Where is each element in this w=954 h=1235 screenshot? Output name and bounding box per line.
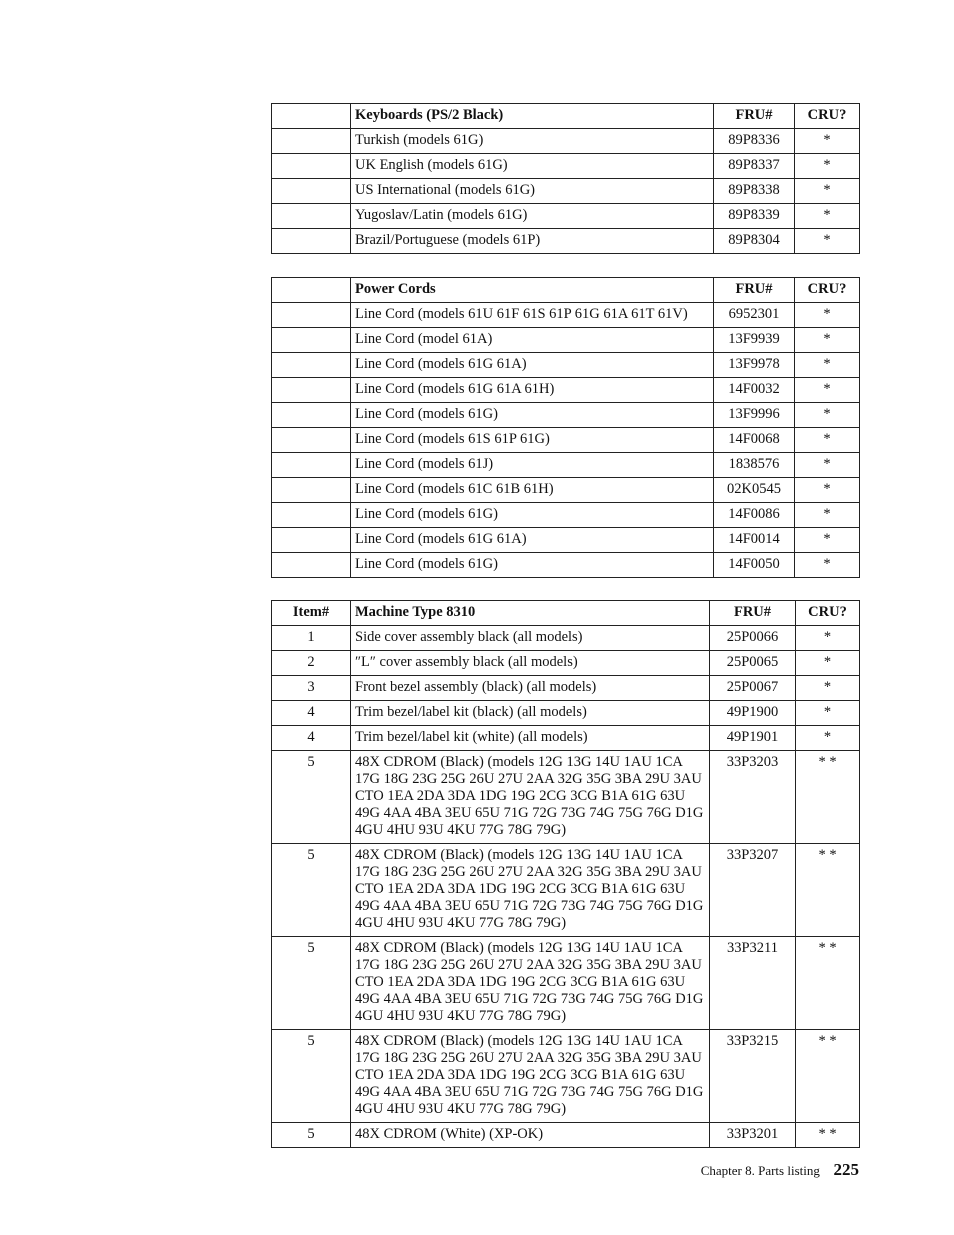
description-cell: US International (models 61G) [351, 179, 714, 204]
description-cell: UK English (models 61G) [351, 154, 714, 179]
fru-cell: 33P3203 [710, 751, 796, 844]
description-cell: Line Cord (models 61C 61B 61H) [351, 478, 714, 503]
item-cell [272, 478, 351, 503]
keyboards-table [271, 103, 860, 254]
description-cell: Line Cord (models 61G) [351, 503, 714, 528]
table-header-row [272, 278, 860, 303]
cru-cell: * * [796, 844, 860, 937]
fru-cell: 13F9996 [714, 403, 795, 428]
cru-cell: * [795, 154, 860, 179]
description-cell: Line Cord (models 61G) [351, 403, 714, 428]
fru-cell: 89P8338 [714, 179, 795, 204]
cru-cell: * [795, 129, 860, 154]
cru-cell: * [795, 528, 860, 553]
fru-cell: 33P3215 [710, 1030, 796, 1123]
fru-cell: 14F0014 [714, 528, 795, 553]
fru-cell: 49P1900 [710, 701, 796, 726]
fru-cell: 89P8337 [714, 154, 795, 179]
table-row [272, 303, 860, 328]
fru-cell: 25P0067 [710, 676, 796, 701]
table-row [272, 626, 860, 651]
cru-column-header: CRU? [795, 278, 860, 303]
fru-cell: 33P3201 [710, 1123, 796, 1148]
table-row [272, 701, 860, 726]
table-row [272, 229, 860, 254]
description-cell: Brazil/Portuguese (models 61P) [351, 229, 714, 254]
fru-cell: 89P8339 [714, 204, 795, 229]
table-row [272, 1030, 860, 1123]
description-cell: Line Cord (models 61G 61A) [351, 528, 714, 553]
fru-cell: 33P3207 [710, 844, 796, 937]
fru-cell: 14F0086 [714, 503, 795, 528]
table-row [272, 844, 860, 937]
cru-cell: * [795, 303, 860, 328]
cru-column-header: CRU? [796, 601, 860, 626]
cru-cell: * [795, 353, 860, 378]
table-header-row [272, 601, 860, 626]
fru-cell: 25P0066 [710, 626, 796, 651]
description-cell: Line Cord (models 61G 61A) [351, 353, 714, 378]
item-cell: 4 [272, 701, 351, 726]
fru-cell: 13F9939 [714, 328, 795, 353]
table-row [272, 751, 860, 844]
table-row [272, 503, 860, 528]
description-column-header: Power Cords [351, 278, 714, 303]
fru-cell: 89P8336 [714, 129, 795, 154]
table-row [272, 651, 860, 676]
fru-column-header: FRU# [714, 104, 795, 129]
table-row [272, 937, 860, 1030]
table-row [272, 1123, 860, 1148]
cru-cell: * [795, 328, 860, 353]
item-cell [272, 528, 351, 553]
fru-cell: 33P3211 [710, 937, 796, 1030]
cru-cell: * [795, 478, 860, 503]
item-column-header [272, 278, 351, 303]
fru-cell: 14F0032 [714, 378, 795, 403]
description-cell: Front bezel assembly (black) (all models) [351, 676, 710, 701]
item-cell [272, 328, 351, 353]
description-column-header: Machine Type 8310 [351, 601, 710, 626]
item-cell: 5 [272, 1030, 351, 1123]
item-cell [272, 503, 351, 528]
description-cell: Trim bezel/label kit (white) (all models) [351, 726, 710, 751]
item-cell [272, 303, 351, 328]
power-cords-table [271, 277, 860, 578]
description-cell: Line Cord (models 61U 61F 61S 61P 61G 61A 61T 61V) [351, 303, 714, 328]
table-row [272, 353, 860, 378]
table-row [272, 179, 860, 204]
description-cell: Yugoslav/Latin (models 61G) [351, 204, 714, 229]
description-cell: Trim bezel/label kit (black) (all models) [351, 701, 710, 726]
item-column-header: Item# [272, 601, 351, 626]
chapter-title: Chapter 8. Parts listing [700, 1163, 820, 1178]
description-cell: Turkish (models 61G) [351, 129, 714, 154]
item-cell [272, 353, 351, 378]
item-cell [272, 403, 351, 428]
description-cell: Side cover assembly black (all models) [351, 626, 710, 651]
item-cell: 1 [272, 626, 351, 651]
item-cell: 5 [272, 751, 351, 844]
description-cell: Line Cord (models 61G 61A 61H) [351, 378, 714, 403]
cru-cell: * [795, 204, 860, 229]
page-footer [701, 1160, 859, 1180]
item-cell [272, 179, 351, 204]
item-cell [272, 154, 351, 179]
cru-cell: * [795, 453, 860, 478]
cru-cell: * * [796, 1030, 860, 1123]
item-cell: 2 [272, 651, 351, 676]
item-column-header [272, 104, 351, 129]
fru-cell: 14F0068 [714, 428, 795, 453]
item-cell [272, 453, 351, 478]
description-cell: Line Cord (models 61S 61P 61G) [351, 428, 714, 453]
item-cell: 5 [272, 1123, 351, 1148]
cru-column-header: CRU? [795, 104, 860, 129]
table-row [272, 378, 860, 403]
table-row [272, 204, 860, 229]
description-cell: 48X CDROM (Black) (models 12G 13G 14U 1AU 1CA 17G 18G 23G 25G 26U 27U 2AA 32G 35G 3BA 29U 3AU CTO 1EA 2DA 3DA 1DG 19G 2CG 3CG B1A 61G 63U 49G 4AA 4BA 3EU 65U 71G 72G 73G 74G 75G 76G D1G 4GU 4HU 93U 4KU 77G 78G 79G) [351, 937, 710, 1030]
fru-cell: 89P8304 [714, 229, 795, 254]
fru-cell: 1838576 [714, 453, 795, 478]
cru-cell: * [796, 701, 860, 726]
description-cell: ″L″ cover assembly black (all models) [351, 651, 710, 676]
cru-cell: * [795, 403, 860, 428]
cru-cell: * * [796, 751, 860, 844]
cru-cell: * [795, 229, 860, 254]
table-header-row [272, 104, 860, 129]
machine-type-table [271, 600, 860, 1148]
fru-column-header: FRU# [714, 278, 795, 303]
cru-cell: * [796, 626, 860, 651]
page-number: 225 [833, 1160, 859, 1179]
table-row [272, 553, 860, 578]
item-cell: 5 [272, 844, 351, 937]
cru-cell: * [795, 428, 860, 453]
description-cell: 48X CDROM (White) (XP-OK) [351, 1123, 710, 1148]
table-row [272, 403, 860, 428]
fru-cell: 13F9978 [714, 353, 795, 378]
cru-cell: * [796, 651, 860, 676]
table-row [272, 154, 860, 179]
description-cell: 48X CDROM (Black) (models 12G 13G 14U 1AU 1CA 17G 18G 23G 25G 26U 27U 2AA 32G 35G 3BA 29U 3AU CTO 1EA 2DA 3DA 1DG 19G 2CG 3CG B1A 61G 63U 49G 4AA 4BA 3EU 65U 71G 72G 73G 74G 75G 76G D1G 4GU 4HU 93U 4KU 77G 78G 79G) [351, 844, 710, 937]
description-cell: Line Cord (models 61G) [351, 553, 714, 578]
item-cell: 5 [272, 937, 351, 1030]
item-cell [272, 129, 351, 154]
item-cell: 3 [272, 676, 351, 701]
item-cell [272, 378, 351, 403]
table-row [272, 676, 860, 701]
table-row [272, 129, 860, 154]
item-cell: 4 [272, 726, 351, 751]
description-cell: 48X CDROM (Black) (models 12G 13G 14U 1AU 1CA 17G 18G 23G 25G 26U 27U 2AA 32G 35G 3BA 29U 3AU CTO 1EA 2DA 3DA 1DG 19G 2CG 3CG B1A 61G 63U 49G 4AA 4BA 3EU 65U 71G 72G 73G 74G 75G 76G D1G 4GU 4HU 93U 4KU 77G 78G 79G) [351, 751, 710, 844]
item-cell [272, 553, 351, 578]
fru-cell: 49P1901 [710, 726, 796, 751]
description-cell: Line Cord (models 61J) [351, 453, 714, 478]
description-cell: Line Cord (model 61A) [351, 328, 714, 353]
table-row [272, 528, 860, 553]
item-cell [272, 204, 351, 229]
cru-cell: * * [796, 1123, 860, 1148]
table-row [272, 453, 860, 478]
item-cell [272, 229, 351, 254]
fru-cell: 14F0050 [714, 553, 795, 578]
table-row [272, 478, 860, 503]
fru-column-header: FRU# [710, 601, 796, 626]
fru-cell: 6952301 [714, 303, 795, 328]
cru-cell: * [795, 179, 860, 204]
table-row [272, 726, 860, 751]
fru-cell: 02K0545 [714, 478, 795, 503]
cru-cell: * [795, 378, 860, 403]
item-cell [272, 428, 351, 453]
cru-cell: * [795, 503, 860, 528]
cru-cell: * [796, 726, 860, 751]
cru-cell: * * [796, 937, 860, 1030]
table-row [272, 428, 860, 453]
description-column-header: Keyboards (PS/2 Black) [351, 104, 714, 129]
cru-cell: * [795, 553, 860, 578]
table-row [272, 328, 860, 353]
description-cell: 48X CDROM (Black) (models 12G 13G 14U 1AU 1CA 17G 18G 23G 25G 26U 27U 2AA 32G 35G 3BA 29U 3AU CTO 1EA 2DA 3DA 1DG 19G 2CG 3CG B1A 61G 63U 49G 4AA 4BA 3EU 65U 71G 72G 73G 74G 75G 76G D1G 4GU 4HU 93U 4KU 77G 78G 79G) [351, 1030, 710, 1123]
fru-cell: 25P0065 [710, 651, 796, 676]
cru-cell: * [796, 676, 860, 701]
